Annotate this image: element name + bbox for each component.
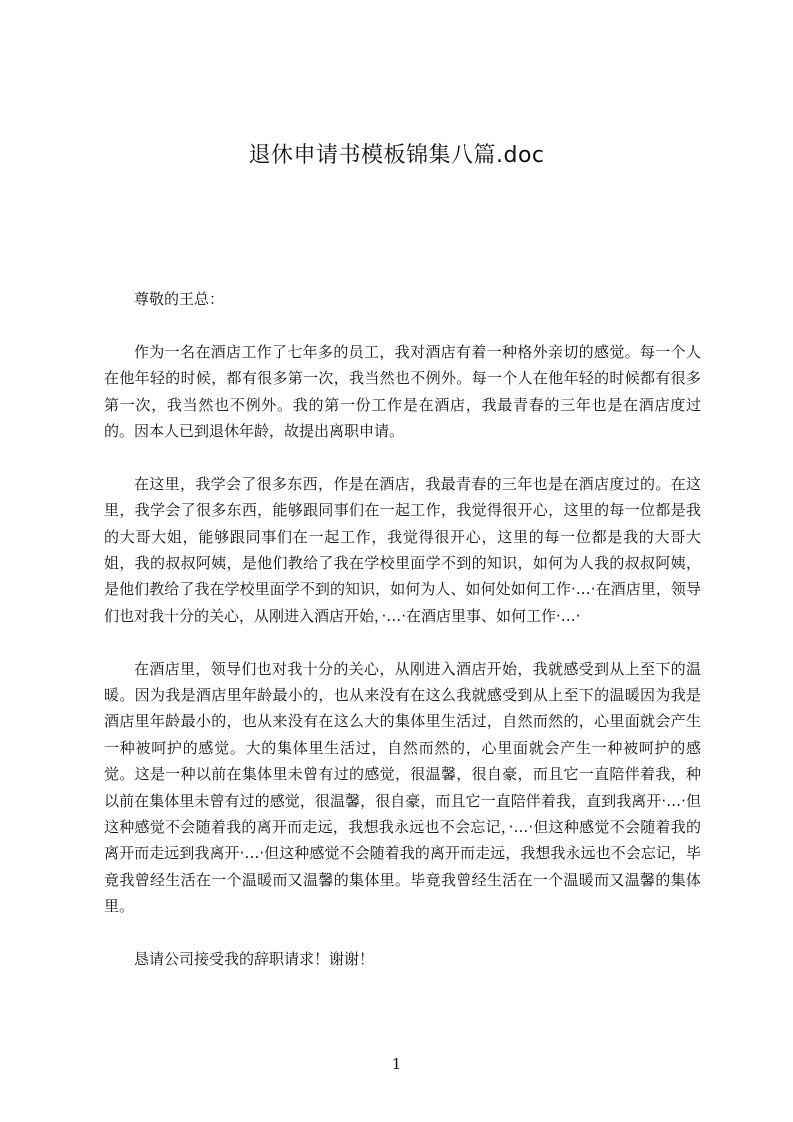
paragraph-closing: 恳请公司接受我的辞职请求！谢谢！ xyxy=(134,950,375,969)
page-number: 1 xyxy=(391,1055,402,1073)
paragraph-3: 在酒店里，领导们也对我十分的关心，从刚进入酒店开始，我就感受到从上至下的温暖。因为我是酒店里年龄最小的，也从来没有在这么我就感受到从上至下的温暖因为我是酒店里年龄最小的，也从来没有在这么大的集体里生活过，自然而然的，心里面就会产生一种被呵护的感觉。大的集体里生活过，自然而然的，心里面就会产生一种被呵护的感觉。这是一种以前在集体里未曾有过的感觉，很温馨，很自豪，而且它一直陪伴着我，种以前在集体里未曾有过的感觉，很温馨，很自豪，而且它一直陪伴着我，直到我离开·…·但这种感觉不会随着我的离开而走远，我想我永远也不会忘记，·…·但这种感觉不会随着我的离开而走远到我离开·…·但这种感觉不会随着我的离开而走远，我想我永远也不会忘记，毕竟我曾经生活在一个温暖而又温馨的集体里。毕竟我曾经生活在一个温暖而又温馨的集体里。 xyxy=(104,659,701,916)
document-title: 退休申请书模板锦集八篇.doc xyxy=(248,143,545,168)
salutation: 尊敬的王总： xyxy=(134,290,225,308)
document-body xyxy=(104,286,701,999)
paragraph-1: 作为一名在酒店工作了七年多的员工，我对酒店有着一种格外亲切的感觉。每一个人在他年轻的时候，都有很多第一次，我当然也不例外。每一个人在他年轻的时候都有很多第一次，我当然也不例外。我的第一份工作是在酒店，我最青春的三年也是在酒店度过的。因本人已到退休年龄，故提出离职申请。 xyxy=(104,342,701,441)
paragraph-2: 在这里，我学会了很多东西，作是在酒店，我最青春的三年也是在酒店度过的。在这里，我学会了很多东西，能够跟同事们在一起工作，我觉得很开心，这里的每一位都是我的大哥大姐，能够跟同事们在一起工作，我觉得很开心，这里的每一位都是我的大哥大姐，我的叔叔阿姨，是他们教给了我在学校里面学不到的知识，如何为人我的叔叔阿姨，是他们教给了我在学校里面学不到的知识，如何为人、如何处如何工作·…·在酒店里，领导们也对我十分的关心，从刚进入酒店开始，·…·在酒店里事、如何工作·…· xyxy=(104,474,701,625)
